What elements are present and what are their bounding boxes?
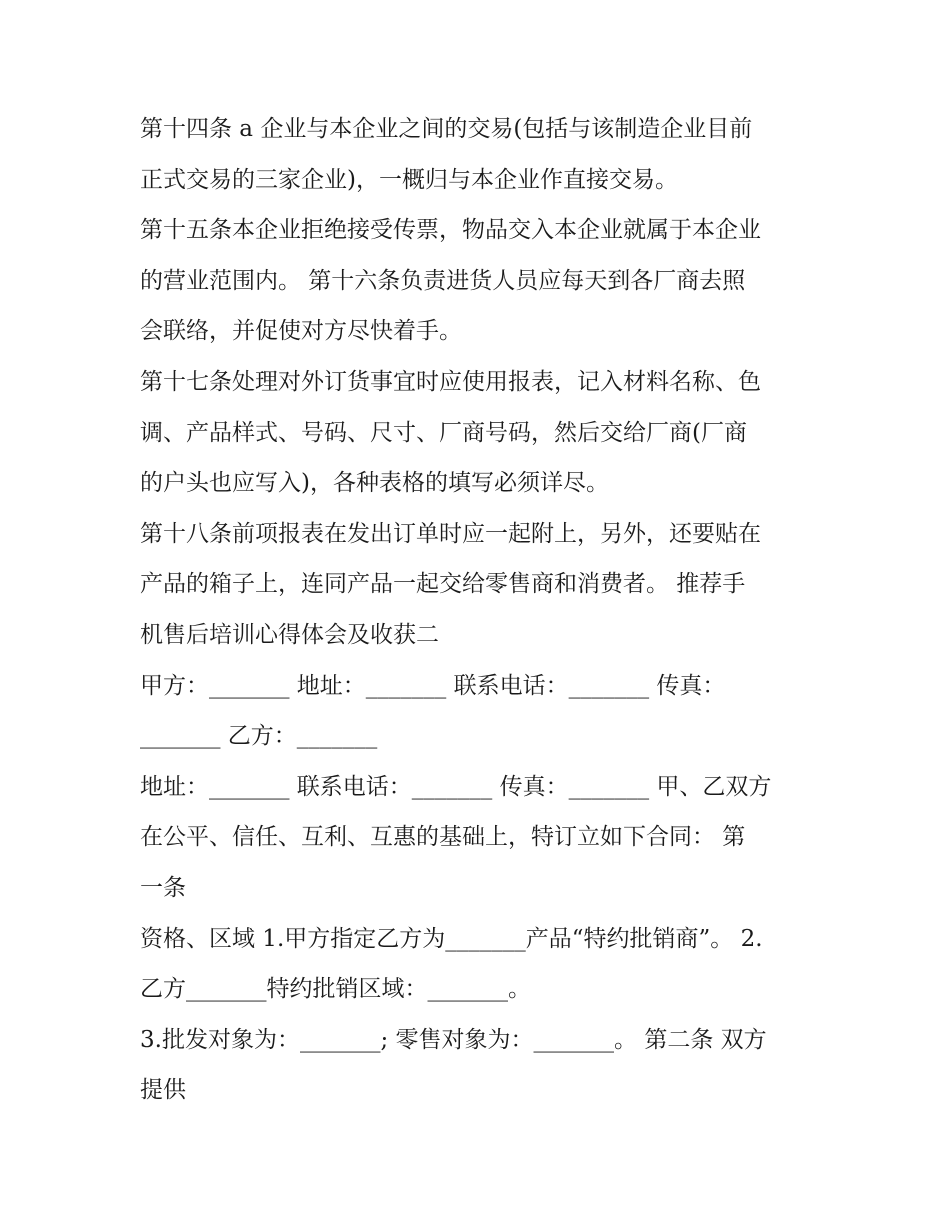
text-line: 第十八条前项报表在发出订单时应一起附上，另外，还要贴在: [140, 520, 761, 547]
text-line: 地址：_______ 联系电话：_______ 传真：_______ 甲、乙双方: [140, 773, 772, 800]
text-line: 3.批发对象为：_______; 零售对象为：_______。 第二条 双方: [140, 1026, 767, 1053]
text-line: 第十七条处理对外订货事宜时应使用报表，记入材料名称、色: [140, 368, 761, 395]
text-line: 第十四条 a 企业与本企业之间的交易(包括与该制造企业目前: [140, 116, 753, 142]
paragraph-party-a: [140, 661, 814, 762]
text-line: 的户头也应写入)，各种表格的填写必须详尽。: [140, 470, 609, 497]
paragraph-party-b: [140, 762, 814, 914]
paragraph-article-17: [140, 357, 814, 509]
paragraph-article-15-16: [140, 205, 814, 357]
text-line: 一条: [140, 874, 186, 901]
text-line: 会联络，并促使对方尽快着手。: [140, 318, 462, 345]
text-line: 机售后培训心得体会及收获二: [140, 621, 439, 648]
text-line: 乙方_______特约批销区域：_______。: [140, 976, 531, 1003]
paragraph-sales-targets: [140, 1015, 814, 1116]
text-line: 在公平、信任、互利、互惠的基础上，特订立如下合同： 第: [140, 824, 746, 851]
text-line: 资格、区域 1.甲方指定乙方为_______产品“特约批销商”。 2.: [140, 925, 763, 952]
paragraph-article-14: [140, 104, 814, 205]
text-line: 正式交易的三家企业)，一概归与本企业作直接交易。: [140, 166, 678, 193]
text-line: 产品的箱子上，连同产品一起交给零售商和消费者。 推荐手: [140, 571, 746, 598]
text-line: 调、产品样式、号码、尺寸、厂商号码，然后交给厂商(厂商: [140, 419, 747, 446]
text-line: 的营业范围内。 第十六条负责进货人员应每天到各厂商去照: [140, 267, 746, 294]
text-line: _______ 乙方：_______: [140, 723, 378, 750]
text-line: 甲方：_______ 地址：_______ 联系电话：_______ 传真：: [140, 672, 726, 699]
document-body: [140, 104, 814, 1116]
paragraph-qualification-region: [140, 914, 814, 1015]
text-line: 提供: [140, 1077, 186, 1104]
paragraph-article-18: [140, 509, 814, 661]
text-line: 第十五条本企业拒绝接受传票，物品交入本企业就属于本企业: [140, 217, 761, 244]
